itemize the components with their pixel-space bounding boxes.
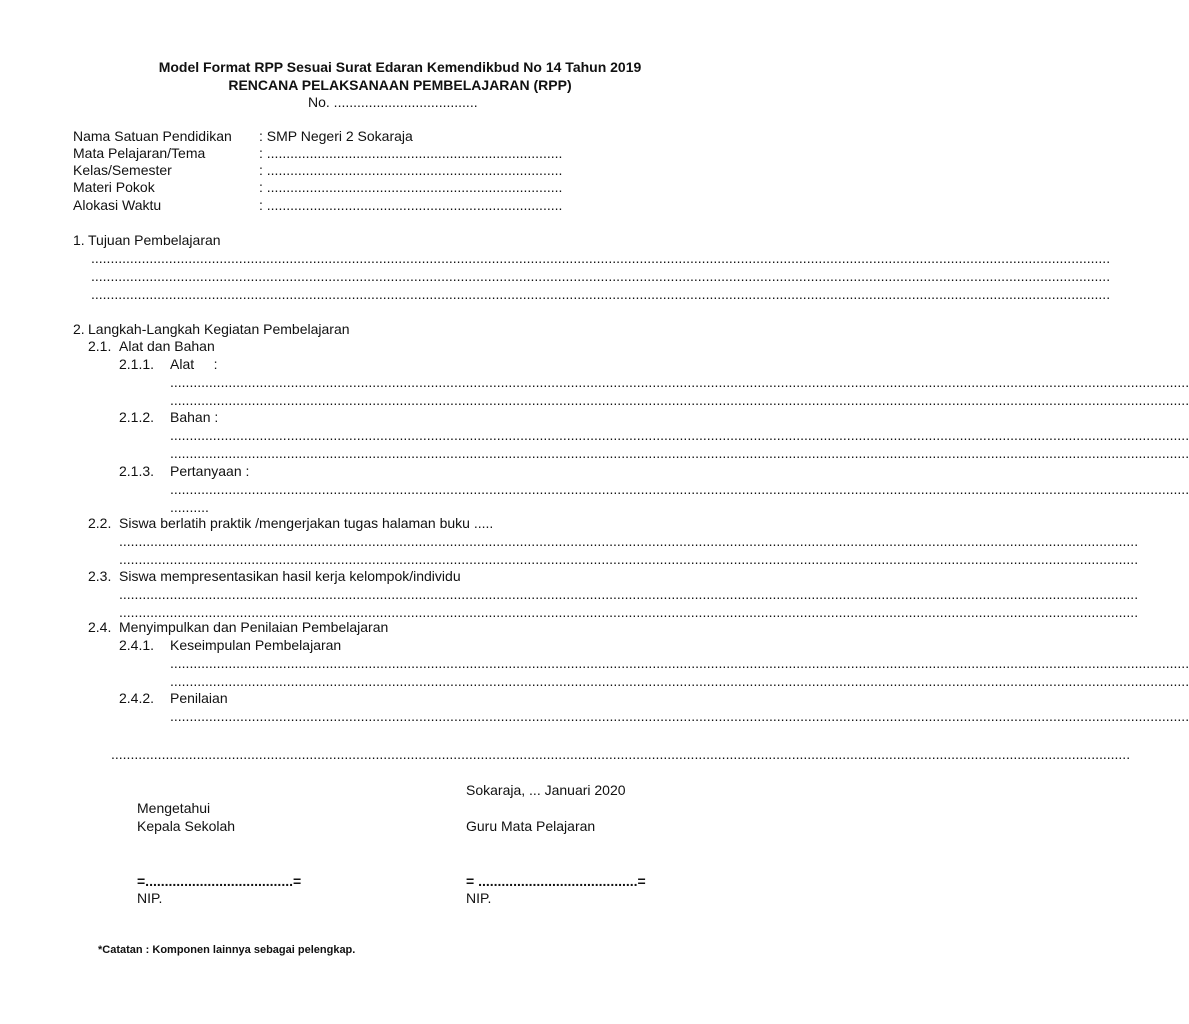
fill-line: ...................................................................................................................................................................................................................................................................... bbox=[170, 427, 1189, 443]
place-date: Sokaraja, ... Januari 2020 bbox=[466, 782, 626, 798]
section-2-2-title: Siswa berlatih praktik /mengerjakan tugas halaman buku ..... bbox=[119, 515, 494, 531]
fill-line: ...................................................................................................................................................................................................................................................................... bbox=[170, 708, 1189, 724]
section-1-number: 1. bbox=[73, 232, 85, 248]
identity-value-subject: : ............................................................................ bbox=[259, 145, 563, 161]
fill-line: ...................................................................................................................................................................................................................................................................... bbox=[170, 445, 1189, 461]
footnote: *Catatan : Komponen lainnya sebagai pelengkap. bbox=[98, 944, 356, 956]
section-2-1-number: 2.1. bbox=[88, 338, 112, 354]
signature-left-line-2: Kepala Sekolah bbox=[137, 818, 236, 834]
fill-line: ...................................................................................................................................................................................................................................................................... bbox=[170, 481, 1189, 497]
fill-line: ...................................................................................................................................................................................................................................................................... bbox=[91, 250, 1111, 266]
section-2-4-number: 2.4. bbox=[88, 619, 112, 635]
section-2-4-1-number: 2.4.1. bbox=[119, 637, 155, 653]
section-2-1-3-title: Pertanyaan : bbox=[170, 463, 250, 479]
section-1-title: Tujuan Pembelajaran bbox=[88, 232, 221, 248]
signature-right-nip: NIP. bbox=[466, 890, 492, 906]
fill-line: ...................................................................................................................................................................................................................................................................... bbox=[119, 604, 1139, 620]
identity-value-material: : ............................................................................ bbox=[259, 179, 563, 195]
rpp-number: No. ..................................... bbox=[308, 94, 478, 110]
identity-value-school: : SMP Negeri 2 Sokaraja bbox=[259, 128, 413, 144]
fill-line: ...................................................................................................................................................................................................................................................................... bbox=[119, 533, 1139, 549]
section-2-4-2-title: Penilaian bbox=[170, 690, 228, 706]
section-2-2-number: 2.2. bbox=[88, 515, 112, 531]
signature-left-nip: NIP. bbox=[137, 890, 163, 906]
header-line-1: Model Format RPP Sesuai Surat Edaran Kemendikbud No 14 Tahun 2019 bbox=[158, 59, 642, 75]
fill-line-end: .......... bbox=[170, 499, 209, 515]
section-2-1-1-title: Alat : bbox=[170, 356, 218, 372]
section-2-3-number: 2.3. bbox=[88, 568, 112, 584]
fill-line: ...................................................................................................................................................................................................................................................................... bbox=[111, 746, 1131, 762]
signature-right-line-2: Guru Mata Pelajaran bbox=[466, 818, 596, 834]
fill-line: ...................................................................................................................................................................................................................................................................... bbox=[91, 268, 1111, 284]
section-2-title: Langkah-Langkah Kegiatan Pembelajaran bbox=[88, 321, 350, 337]
section-2-1-title: Alat dan Bahan bbox=[119, 338, 215, 354]
section-2-1-2-title: Bahan : bbox=[170, 409, 219, 425]
fill-line: ...................................................................................................................................................................................................................................................................... bbox=[170, 374, 1189, 390]
signature-left-name: =......................................= bbox=[137, 873, 302, 889]
section-2-1-2-number: 2.1.2. bbox=[119, 409, 155, 425]
identity-value-class: : ............................................................................ bbox=[259, 162, 563, 178]
identity-value-time: : ............................................................................ bbox=[259, 197, 563, 213]
section-2-1-3-number: 2.1.3. bbox=[119, 463, 155, 479]
fill-line: ...................................................................................................................................................................................................................................................................... bbox=[91, 286, 1111, 302]
section-2-3-title: Siswa mempresentasikan hasil kerja kelompok/individu bbox=[119, 568, 461, 584]
identity-label-class: Kelas/Semester bbox=[73, 162, 172, 178]
identity-label-subject: Mata Pelajaran/Tema bbox=[73, 145, 206, 161]
signature-left-line-1: Mengetahui bbox=[137, 800, 211, 816]
signature-right-name: = .........................................= bbox=[466, 873, 646, 889]
fill-line: ...................................................................................................................................................................................................................................................................... bbox=[170, 673, 1189, 689]
section-2-4-title: Menyimpulkan dan Penilaian Pembelajaran bbox=[119, 619, 389, 635]
section-2-4-2-number: 2.4.2. bbox=[119, 690, 155, 706]
fill-line: ...................................................................................................................................................................................................................................................................... bbox=[170, 392, 1189, 408]
fill-line: ...................................................................................................................................................................................................................................................................... bbox=[170, 655, 1189, 671]
header-line-2: RENCANA PELAKSANAAN PEMBELAJARAN (RPP) bbox=[228, 77, 572, 93]
fill-line: ...................................................................................................................................................................................................................................................................... bbox=[119, 586, 1139, 602]
fill-line: ...................................................................................................................................................................................................................................................................... bbox=[119, 551, 1139, 567]
identity-label-material: Materi Pokok bbox=[73, 179, 155, 195]
identity-label-school: Nama Satuan Pendidikan bbox=[73, 128, 232, 144]
section-2-1-1-number: 2.1.1. bbox=[119, 356, 155, 372]
identity-label-time: Alokasi Waktu bbox=[73, 197, 162, 213]
section-2-4-1-title: Keseimpulan Pembelajaran bbox=[170, 637, 342, 653]
section-2-number: 2. bbox=[73, 321, 85, 337]
